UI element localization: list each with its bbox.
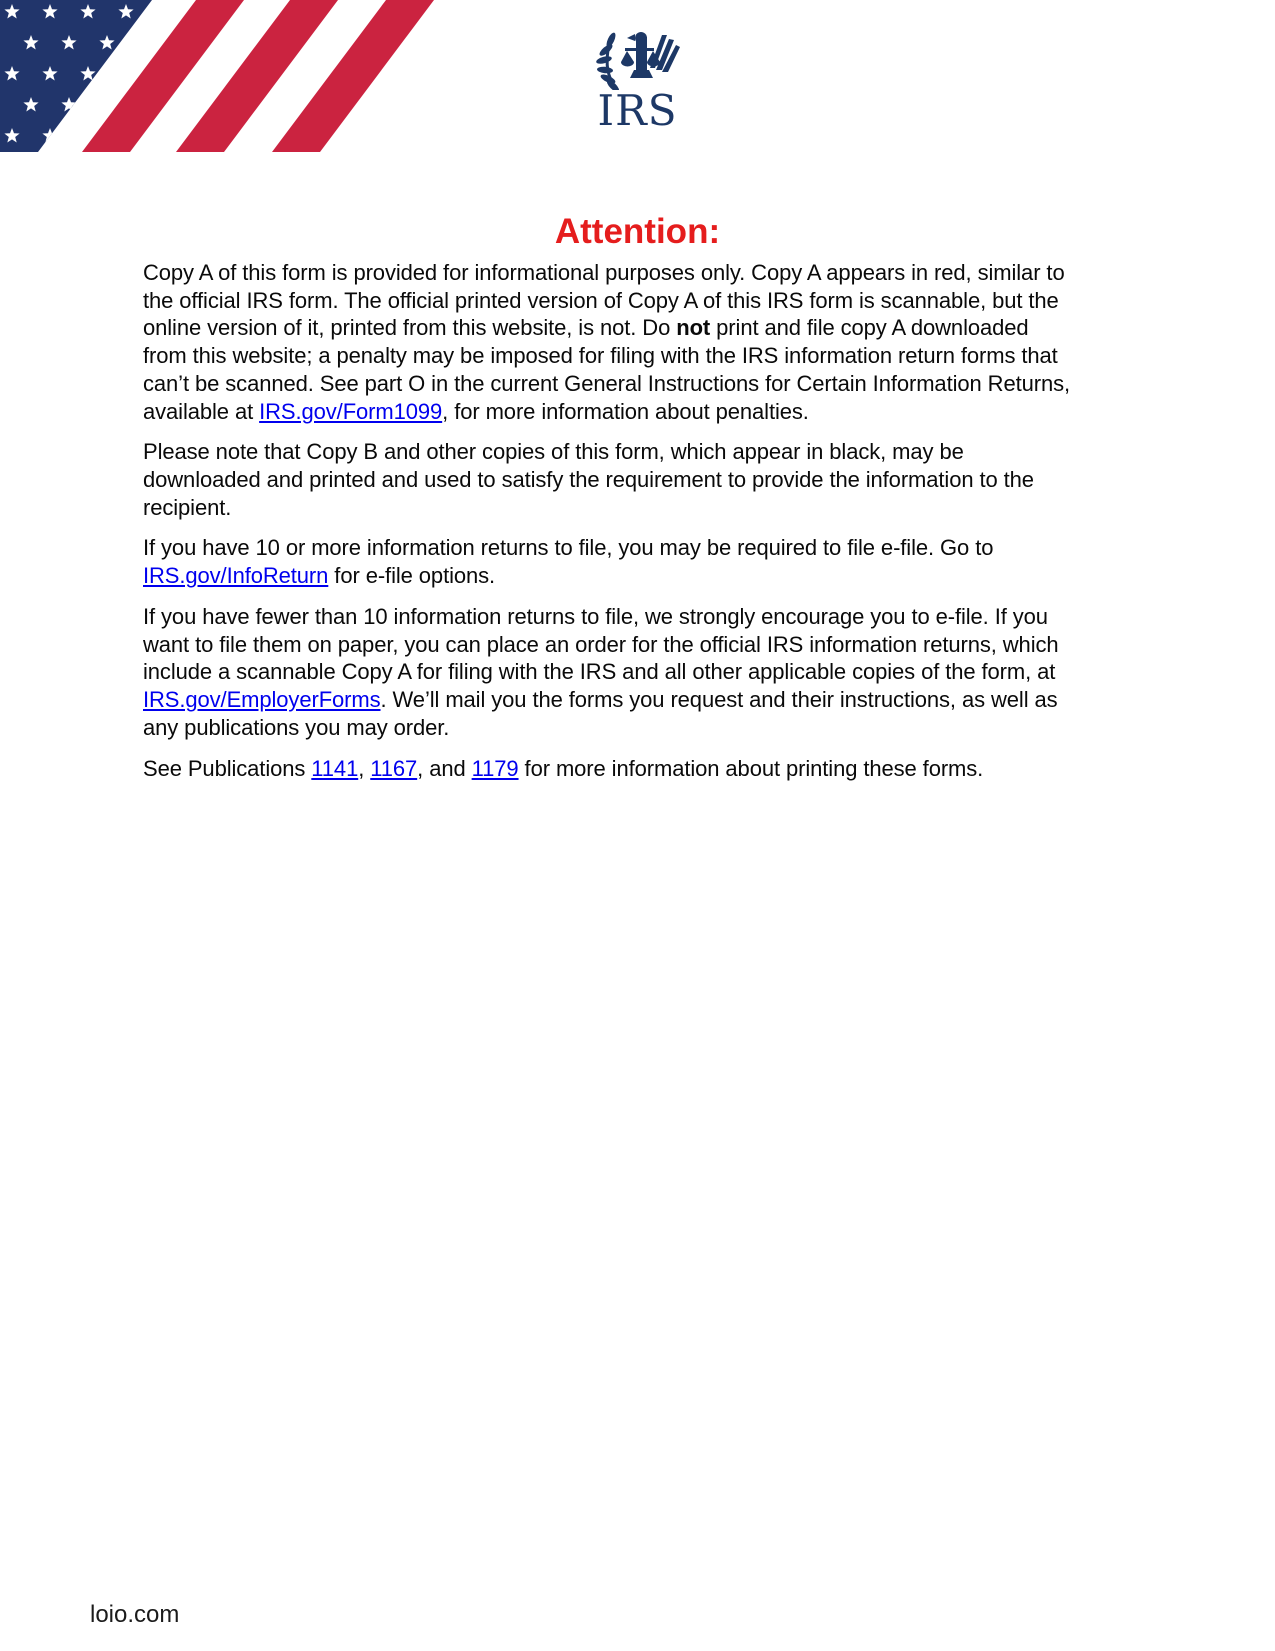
footer-site-label: loio.com bbox=[90, 1601, 180, 1628]
link-irs-gov-form1099[interactable]: IRS.gov/Form1099 bbox=[259, 398, 443, 424]
text-segment: , for more information about penalties. bbox=[442, 398, 809, 424]
link-1179[interactable]: 1179 bbox=[471, 755, 519, 781]
link-irs-gov-employerforms[interactable]: IRS.gov/EmployerForms bbox=[143, 687, 381, 713]
paragraph bbox=[143, 438, 1078, 521]
bold-text: not bbox=[676, 315, 711, 341]
paragraph bbox=[143, 603, 1078, 742]
text-segment: , bbox=[358, 755, 371, 781]
irs-logo bbox=[594, 28, 682, 135]
text-segment: for more information about printing these forms. bbox=[518, 755, 984, 781]
paragraph bbox=[143, 534, 1078, 589]
text-segment: See Publications bbox=[143, 755, 312, 781]
us-flag-decoration bbox=[0, 0, 445, 153]
link-1141[interactable]: 1141 bbox=[311, 755, 359, 781]
irs-eagle-icon bbox=[594, 28, 682, 90]
text-segment: If you have fewer than 10 information returns to file, we strongly encourage you to e-file. If you want to file them on paper, you can place an order for the official IRS information returns, which include a scannable Copy A for filing with the IRS and all other applicable copies of the form, at bbox=[143, 603, 1059, 685]
attention-heading: Attention: bbox=[554, 212, 721, 251]
text-segment: , and bbox=[417, 755, 472, 781]
paragraphs bbox=[143, 259, 1078, 795]
irs-logo-text: IRS bbox=[597, 86, 678, 135]
link-irs-gov-inforeturn[interactable]: IRS.gov/InfoReturn bbox=[143, 563, 329, 589]
text-segment: If you have 10 or more information returns to file, you may be required to file e-file. Go to bbox=[143, 535, 994, 561]
text-segment: for e-file options. bbox=[328, 563, 496, 589]
text-segment: print and file copy A downloaded from this website; a penalty may be imposed for filing with the IRS information return forms that can’t be scanned. See part O in the current General Instructions for Certain Information Returns, available at bbox=[143, 315, 1070, 424]
paragraph bbox=[143, 259, 1078, 425]
text-segment: Copy A of this form is provided for informational purposes only. Copy A appears in red, similar to the official IRS form. The official printed version of Copy A of this IRS form is scannable, but the online version of it, printed from this website, is not. Do bbox=[143, 260, 1065, 341]
text-segment: Please note that Copy B and other copies of this form, which appear in black, may be downloaded and printed and used to satisfy the requirement to provide the information to the recipient. bbox=[143, 439, 1034, 520]
link-1167[interactable]: 1167 bbox=[370, 755, 418, 781]
text-segment: . We’ll mail you the forms you request and their instructions, as well as any publications you may order. bbox=[143, 687, 1058, 740]
paragraph bbox=[143, 755, 1078, 783]
